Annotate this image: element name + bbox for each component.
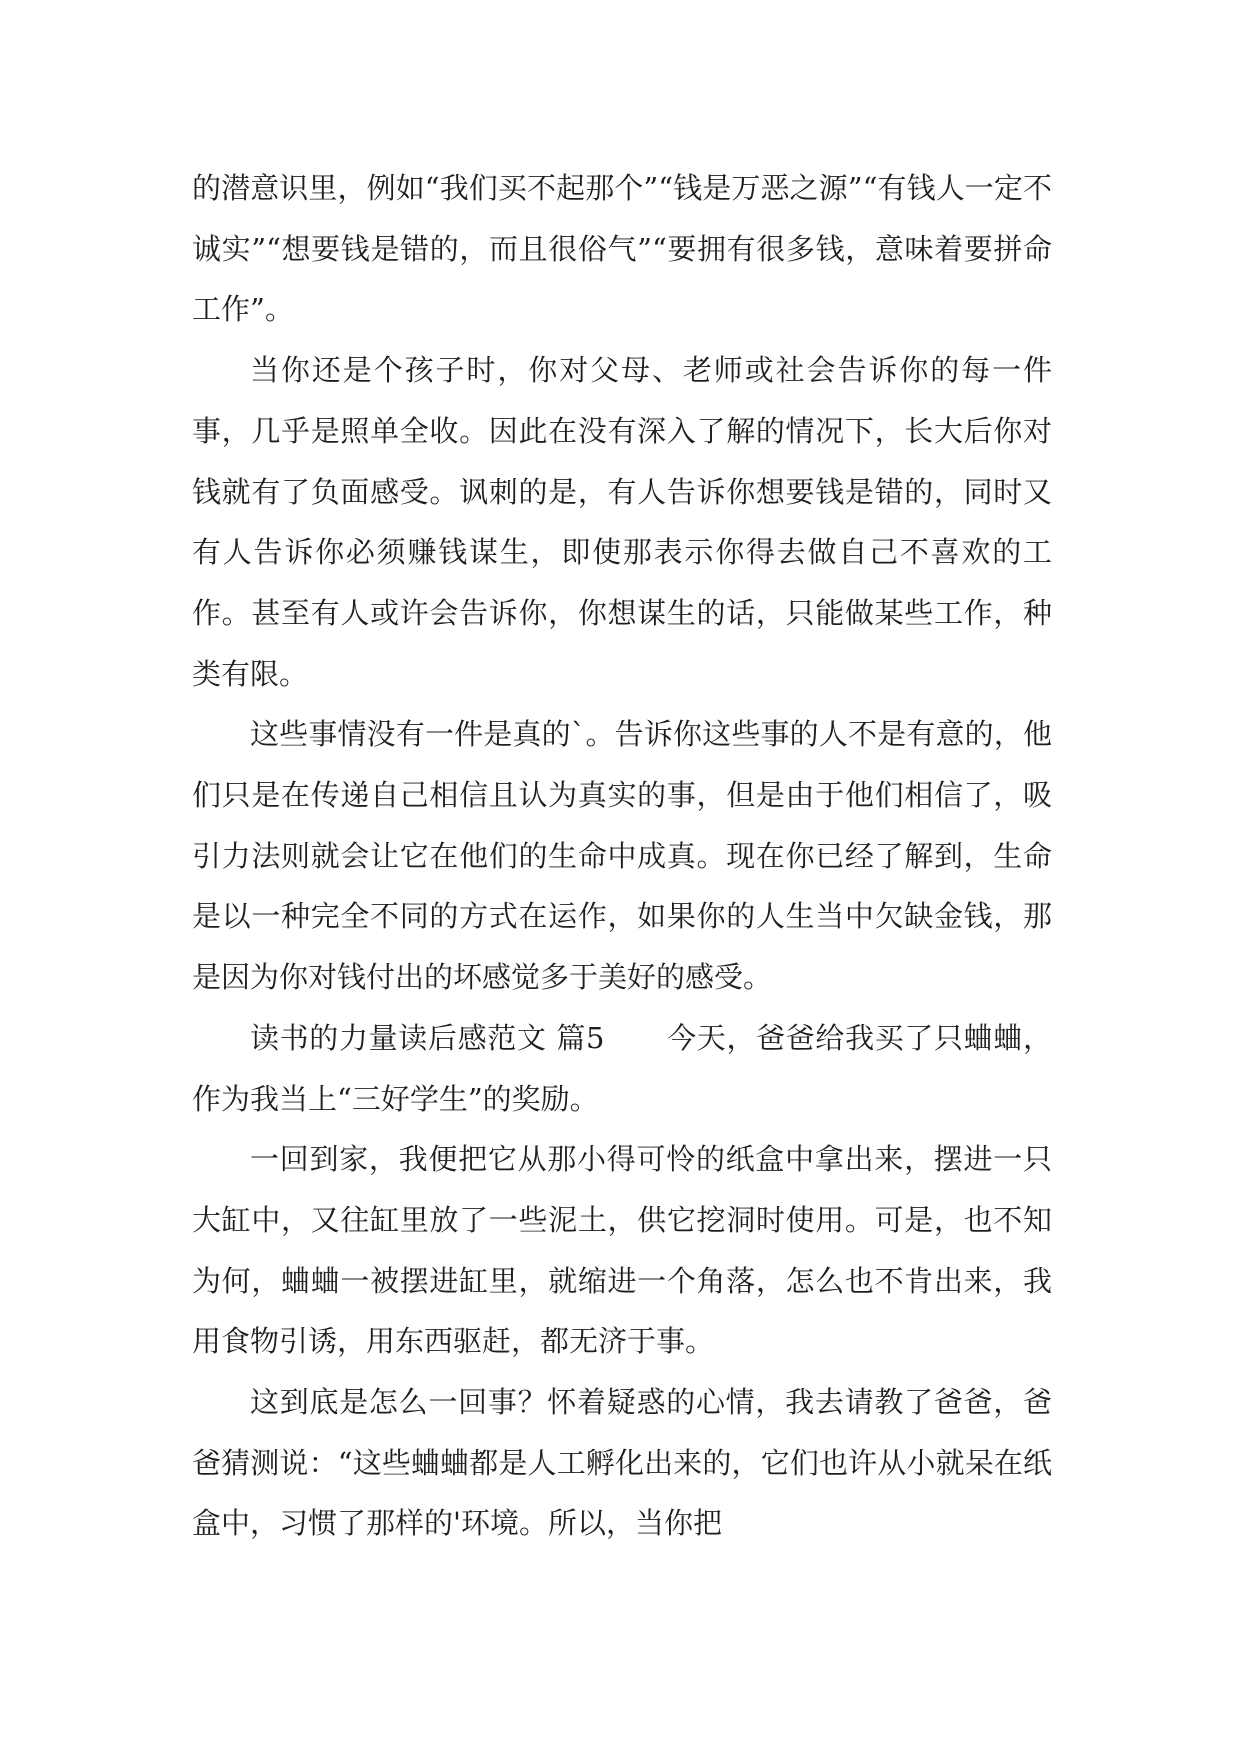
paragraph-3: 这些事情没有一件是真的`。告诉你这些事的人不是有意的，他们只是在传递自己相信且认为真实的事，但是由于他们相信了，吸引力法则就会让它在他们的生命中成真。现在你已经了解到，生命是以一种完全不同的方式在运作，如果你的人生当中欠缺金钱，那是因为你对钱付出的坏感觉多于美好的感受。 — [192, 717, 1052, 995]
paragraph-1: 的潜意识里，例如“我们买不起那个”“钱是万恶之源”“有钱人一定不诚实”“想要钱是错的，而且很俗气”“要拥有很多钱，意味着要拼命工作”。 — [192, 171, 1052, 327]
document-page — [192, 158, 1052, 1554]
paragraph-6: 这到底是怎么一回事？怀着疑惑的心情，我去请教了爸爸，爸爸猜测说：“这些蛐蛐都是人工孵化出来的，它们也许从小就呆在纸盒中，习惯了那样的'环境。所以，当你把 — [192, 1385, 1052, 1541]
paragraph-2: 当你还是个孩子时，你对父母、老师或社会告诉你的每一件事，几乎是照单全收。因此在没有深入了解的情况下，长大后你对钱就有了负面感受。讽刺的是，有人告诉你想要钱是错的，同时又有人告诉你必须赚钱谋生，即使那表示你得去做自己不喜欢的工作。甚至有人或许会告诉你，你想谋生的话，只能做某些工作，种类有限。 — [192, 353, 1052, 691]
section-paragraph — [192, 1008, 1052, 1129]
section-heading: 读书的力量读后感范文 篇5 — [250, 1020, 605, 1055]
paragraph-5: 一回到家，我便把它从那小得可怜的纸盒中拿出来，摆进一只大缸中，又往缸里放了一些泥土，供它挖洞时使用。可是，也不知为何，蛐蛐一被摆进缸里，就缩进一个角落，怎么也不肯出来，我用食物引诱，用东西驱赶，都无济于事。 — [192, 1142, 1052, 1359]
section-text: 今天，爸爸给我买了只蛐蛐，作为我当上“三好学生”的奖励。 — [192, 1020, 1052, 1116]
